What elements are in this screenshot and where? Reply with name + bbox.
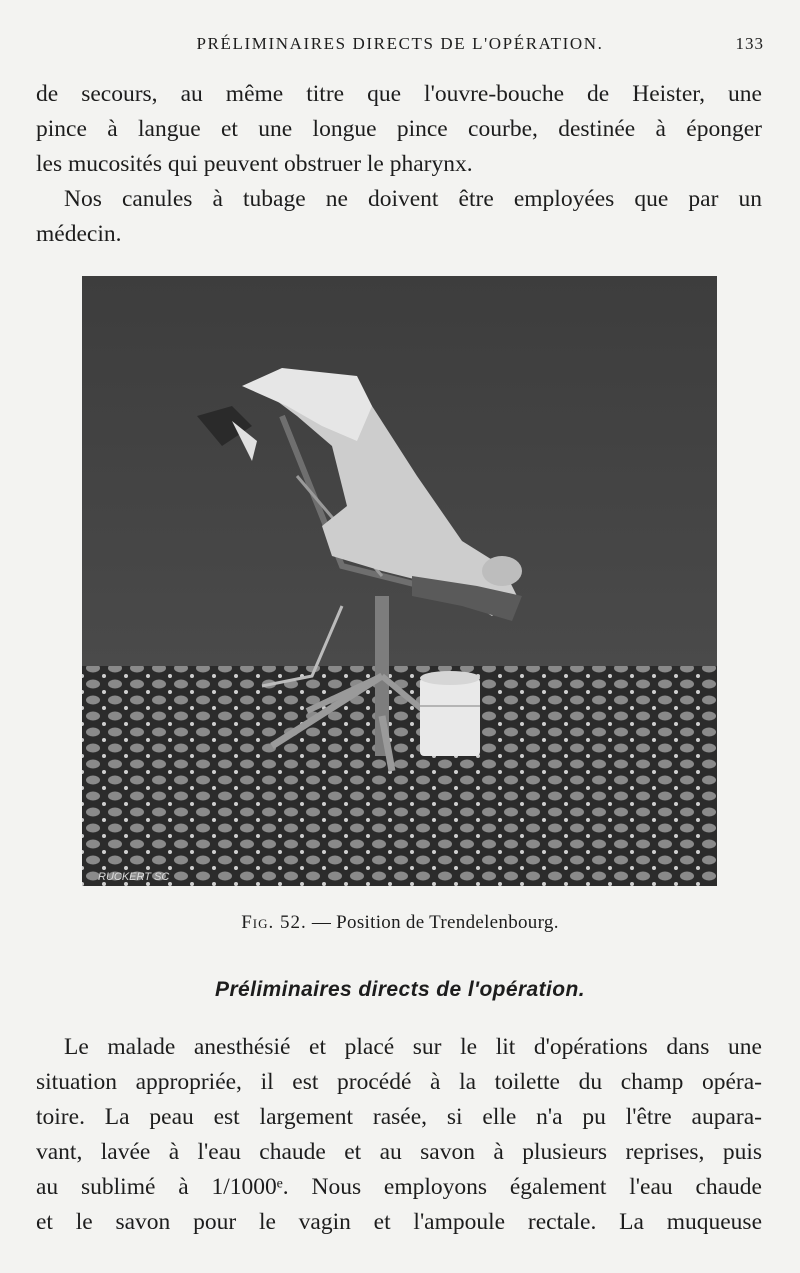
paragraph-top bbox=[36, 77, 762, 182]
page-number: 133 bbox=[735, 34, 764, 53]
figure-photograph bbox=[82, 276, 717, 886]
running-title: PRÉLIMINAIRES DIRECTS DE L'OPÉRATION. bbox=[196, 34, 604, 53]
text-line: situation appropriée, il est procédé à la toilette du champ opéra- bbox=[36, 1069, 762, 1095]
text-line: Le malade anesthésié et placé sur le lit d'opérations dans une bbox=[64, 1034, 762, 1060]
text-line: les mucosités qui peuvent obstruer le pharynx. bbox=[36, 151, 473, 177]
text-line: Nos canules à tubage ne doivent être employées que par un bbox=[64, 186, 762, 212]
engraver-signature: RUCKERT SC bbox=[98, 871, 170, 883]
figure-caption-text: — Position de Trendelenbourg. bbox=[306, 912, 559, 933]
text-line: pince à langue et une longue pince courbe, destinée à éponger bbox=[36, 116, 762, 142]
text-line: toire. La peau est largement rasée, si elle n'a pu l'être aupara- bbox=[36, 1104, 762, 1130]
text-line: au sublimé à 1/1000ᵉ. Nous employons également l'eau chaude bbox=[36, 1174, 762, 1200]
section-heading: Préliminaires directs de l'opération. bbox=[215, 978, 585, 1001]
trendelenburg-photo bbox=[82, 276, 717, 886]
paragraph-second bbox=[36, 182, 762, 252]
figure-label: Fig. 52. bbox=[241, 912, 307, 933]
page-header bbox=[36, 34, 764, 60]
text-line: de secours, au même titre que l'ouvre-bouche de Heister, une bbox=[36, 81, 762, 107]
text-line: médecin. bbox=[36, 221, 122, 247]
paragraph-main bbox=[36, 1030, 762, 1240]
figure-caption bbox=[0, 912, 800, 934]
tiled-floor bbox=[82, 666, 717, 886]
white-bucket bbox=[420, 671, 480, 756]
text-line: vant, lavée à l'eau chaude et au savon à plusieurs reprises, puis bbox=[36, 1139, 762, 1165]
text-line: et le savon pour le vagin et l'ampoule rectale. La muqueuse bbox=[36, 1209, 762, 1235]
